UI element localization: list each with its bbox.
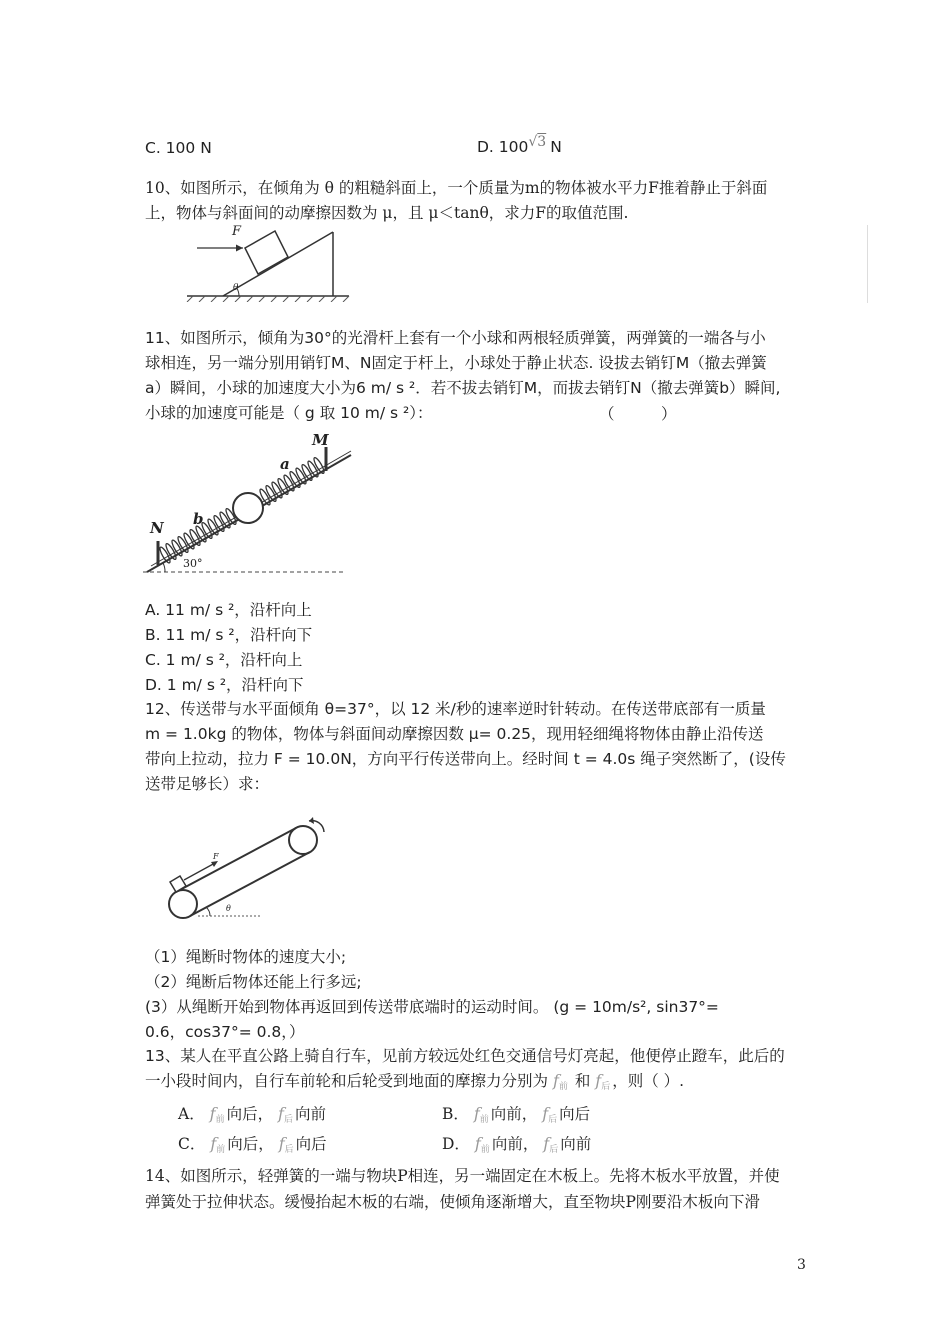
rear-subscript: 后 [284, 1145, 294, 1155]
incline-block-figure [183, 226, 355, 302]
q11-option-b: B. 11 m/ s ²，沿杆向下 [145, 626, 313, 644]
q12-subquestion-1: （1）绳断时物体的速度大小; [145, 948, 347, 966]
q9-option-c: C. 100 N [145, 139, 212, 157]
option-text: 向后 [295, 1135, 327, 1153]
rod-springs-figure [143, 433, 358, 578]
q13-line-2 [145, 1069, 684, 1099]
option-text: 向前， [491, 1135, 539, 1153]
answer-blank: （ ） [599, 405, 677, 423]
q13-line-2-prefix: 一小段时间内，自行车前轮和后轮受到地面的摩擦力分别为 [145, 1072, 549, 1090]
q11-option-a: A. 11 m/ s ²，沿杆向上 [145, 601, 312, 619]
q9-option-d [477, 134, 562, 156]
option-text: 向后， [227, 1135, 274, 1153]
q11-option-d: D. 1 m/ s ²，沿杆向下 [145, 676, 304, 694]
force-label-f: F [232, 224, 242, 239]
q14-line-1: 14、如图所示，轻弹簧的一端与物块P相连，另一端固定在木板上。先将木板水平放置，并使 [145, 1167, 780, 1185]
option-label: A． [178, 1105, 205, 1123]
q10-line-2: 上，物体与斜面间的动摩擦因数为 μ，且 μ＜tanθ，求力F的取值范围. [145, 204, 629, 222]
q12-subquestion-2: （2）绳断后物体还能上行多远; [145, 973, 362, 991]
f-symbol: f [542, 1104, 549, 1123]
rear-subscript: 后 [549, 1145, 559, 1155]
q12-subquestion-3-cont: 0.6，cos37°= 0.8，） [145, 1023, 305, 1041]
q13-option-c [178, 1132, 327, 1155]
q9-option-d-prefix: D. 100 [477, 138, 529, 156]
q10-line-1: 10、如图所示，在倾角为 θ 的粗糙斜面上，一个质量为m的物体被水平力F推着静止于斜面 [145, 179, 768, 197]
q13-option-d [442, 1132, 591, 1155]
q13-option-b [442, 1102, 590, 1125]
pin-label-n: N [150, 519, 164, 537]
f-symbol: f [595, 1071, 602, 1090]
belt-force-label: F [213, 852, 219, 861]
margin-line [867, 225, 868, 303]
option-text: 向前， [490, 1105, 538, 1123]
q13-line-2-suffix: ，则（ ）. [612, 1072, 685, 1090]
q9-option-d-suffix: N [550, 138, 562, 156]
q12-line-3: 带向上拉动，拉力 F = 10.0N，方向平行传送带向上。经时间 t = 4.0s 绳子突然断了，(设传 [145, 750, 786, 768]
front-subscript: 前 [216, 1145, 226, 1155]
q14-line-2: 弹簧处于拉伸状态。缓慢抬起木板的右端，使倾角逐渐增大，直至物块P刚要沿木板向下滑 [145, 1193, 760, 1211]
sqrt-symbol: √3 [528, 134, 547, 150]
option-label: C． [178, 1135, 206, 1153]
q12-line-4: 送带足够长）求： [145, 775, 270, 793]
f-symbol: f [552, 1071, 559, 1090]
front-subscript: 前 [558, 1082, 568, 1092]
q11-option-c: C. 1 m/ s ²，沿杆向上 [145, 651, 303, 669]
angle-label-30: 30° [183, 557, 203, 570]
spring-label-a: a [280, 455, 290, 473]
q13-and: 和 [574, 1072, 591, 1090]
f-symbol: f [543, 1134, 550, 1153]
angle-label-theta: θ [233, 283, 239, 293]
option-text: 向前 [294, 1105, 326, 1123]
q13-line-1: 13、某人在平直公路上骑自行车，见前方较远处红色交通信号灯亮起，他便停止蹬车，此后的 [145, 1047, 785, 1065]
option-label: D． [442, 1135, 470, 1153]
front-subscript: 前 [215, 1115, 225, 1125]
rear-subscript: 后 [601, 1082, 611, 1092]
rear-subscript: 后 [283, 1115, 293, 1125]
q11-line-1: 11、如图所示，倾角为30°的光滑杆上套有一个小球和两根轻质弹簧，两弹簧的一端各与小 [145, 329, 766, 347]
q11-line-2: 球相连，另一端分别用销钉M、N固定于杆上，小球处于静止状态. 设拔去销钉M（撤去弹簧 [145, 354, 767, 372]
q12-subquestion-3: (3）从绳断开始到物体再返回到传送带底端时的运动时间。 (g = 10m/s², sin37°= [145, 998, 719, 1016]
pin-label-m: M [312, 431, 329, 449]
page-number: 3 [797, 1257, 806, 1273]
q12-line-2: m = 1.0kg 的物体，物体与斜面间动摩擦因数 μ= 0.25，现用轻细绳将物体由静止沿传送 [145, 725, 764, 743]
option-text: 向后 [559, 1105, 591, 1123]
front-subscript: 前 [479, 1115, 489, 1125]
conveyor-belt-figure [160, 812, 335, 922]
f-symbol: f [278, 1104, 284, 1123]
option-text: 向前 [560, 1135, 592, 1153]
front-subscript: 前 [480, 1145, 490, 1155]
f-symbol: f [474, 1134, 481, 1153]
f-symbol: f [473, 1104, 480, 1123]
q13-option-a [178, 1102, 326, 1125]
f-symbol: f [209, 1104, 216, 1123]
q11-line-3: a）瞬间，小球的加速度大小为6 m/ s ²．若不拔去销钉M，而拔去销钉N（撤去弹簧b）瞬间, [145, 379, 781, 397]
belt-angle-label: θ [226, 904, 231, 913]
rear-subscript: 后 [548, 1115, 558, 1125]
option-label: B． [442, 1105, 469, 1123]
q11-line-4: 小球的加速度可能是（ g 取 10 m/ s ²）： [145, 404, 433, 422]
spring-label-b: b [193, 510, 204, 528]
option-text: 向后， [226, 1105, 274, 1123]
sqrt-radicand: 3 [537, 134, 547, 150]
f-symbol: f [278, 1134, 285, 1153]
f-symbol: f [210, 1134, 217, 1153]
q12-line-1: 12、传送带与水平面倾角 θ=37°，以 12 米/秒的速率逆时针转动。在传送带底部有一质量 [145, 700, 766, 718]
